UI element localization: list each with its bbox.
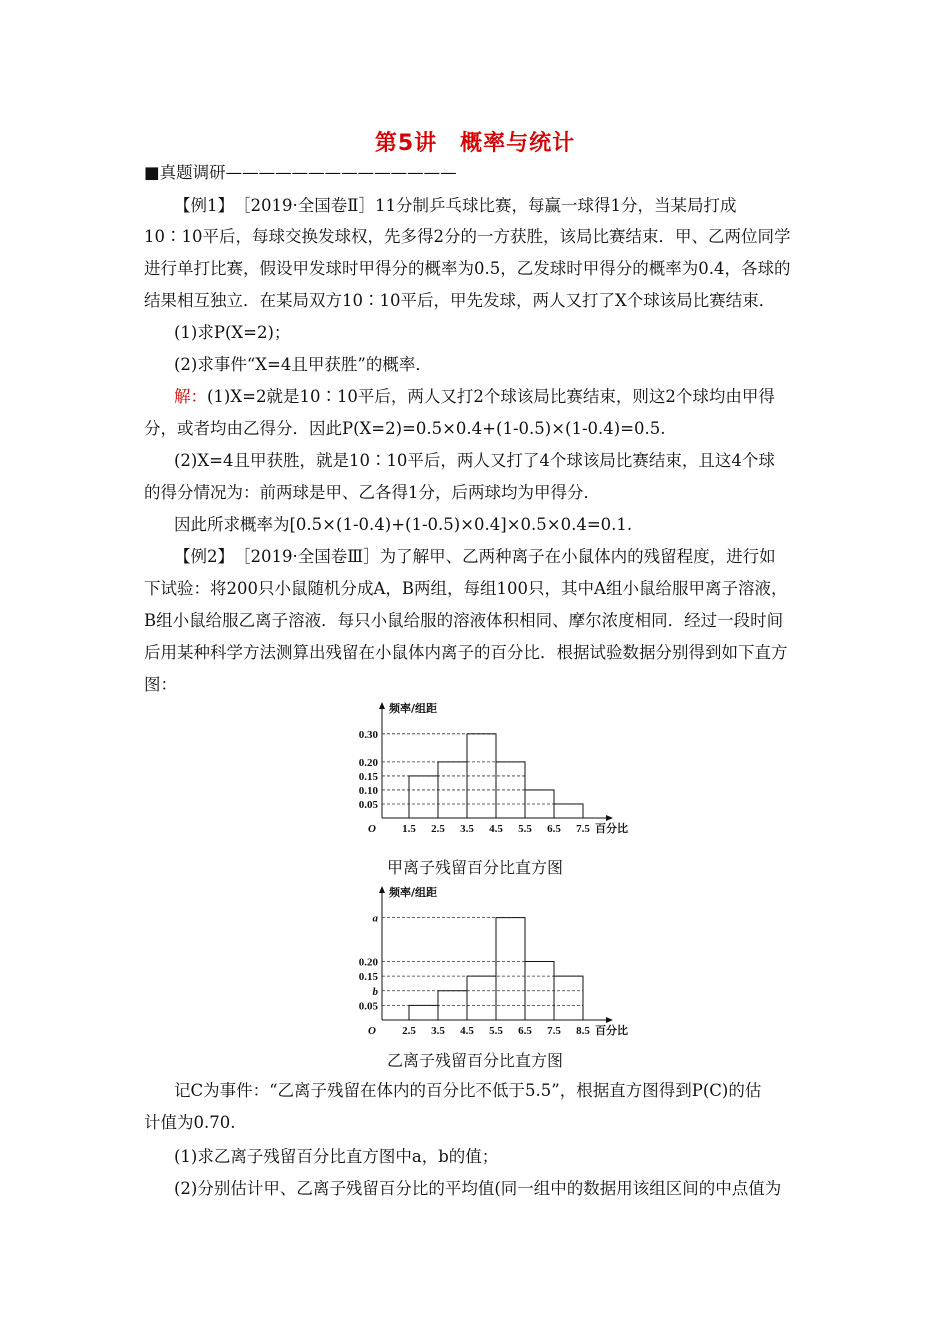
example2-question-1: (1)求乙离子残留百分比直方图中a，b的值； <box>174 1147 499 1166</box>
example1-label: 【例1】 <box>174 196 226 215</box>
x-tick-label: 8.5 <box>576 1025 590 1037</box>
x-tick-label: 4.5 <box>489 823 503 835</box>
x-tick-label: 4.5 <box>460 1025 474 1037</box>
x-tick-label: 7.5 <box>547 1025 561 1037</box>
x-tick-label: 7.5 <box>576 823 590 835</box>
histogram-bar <box>409 1005 438 1020</box>
example2-after-line-1: 记C为事件：“乙离子残留在体内的百分比不低于5.5”，根据直方图得到P(C)的估 <box>174 1081 762 1100</box>
x-tick-label: 5.5 <box>489 1025 503 1037</box>
y-tick-label: b <box>372 985 378 998</box>
y-tick-label: 0.15 <box>358 770 378 783</box>
y-tick-label: 0.20 <box>358 956 378 969</box>
y-tick-label: 0.05 <box>358 798 378 811</box>
example1-solution-line-3: (2)X=4且甲获胜，就是10∶10平后，两人又打了4个球该局比赛结束，且这4个球 <box>174 451 775 470</box>
histogram-bar <box>554 976 583 1020</box>
example1-question-1: (1)求P(X=2)； <box>174 323 291 342</box>
histogram-yi-caption: 乙离子残留百分比直方图 <box>386 1051 563 1070</box>
histogram-bar <box>467 734 496 818</box>
x-axis-arrow <box>606 1017 613 1023</box>
origin-label: O <box>368 1025 376 1037</box>
example2-line-4: 后用某种科学方法测算出残留在小鼠体内离子的百分比．根据试验数据分别得到如下直方 <box>144 643 788 662</box>
x-tick-label: 6.5 <box>518 1025 532 1037</box>
example2-after-line-2: 计值为0.70. <box>144 1113 236 1132</box>
histogram-jia-caption: 甲离子残留百分比直方图 <box>386 858 563 877</box>
origin-label: O <box>368 823 376 835</box>
solution-label: 解： <box>174 387 207 406</box>
histogram-yi <box>350 880 640 1040</box>
example1-line-1: 【例1】 ［2019·全国卷Ⅱ］11分制乒乓球比赛，每赢一球得1分，当某局打成 <box>174 196 737 215</box>
section-label: ■真题调研—————————————— <box>144 163 457 182</box>
x-tick-label: 3.5 <box>460 823 474 835</box>
x-axis-label: 百分比 <box>595 1024 628 1037</box>
y-tick-label: 0.20 <box>358 756 378 769</box>
histogram-bar <box>409 776 438 818</box>
histogram-bar <box>467 976 496 1020</box>
histogram-bar <box>496 918 525 1020</box>
example1-line-2: 10∶10平后，每球交换发球权，先多得2分的一方获胜，该局比赛结束．甲、乙两位同学 <box>144 227 791 246</box>
y-axis-label: 频率/组距 <box>389 886 438 899</box>
example1-line-4: 结果相互独立．在某局双方10∶10平后，甲先发球，两人又打了X个球该局比赛结束． <box>144 291 776 310</box>
example2-question-2: (2)分别估计甲、乙离子残留百分比的平均值(同一组中的数据用该组区间的中点值为 <box>174 1179 782 1198</box>
histogram-jia <box>350 696 640 846</box>
x-tick-label: 2.5 <box>402 1025 416 1037</box>
x-tick-label: 2.5 <box>431 823 445 835</box>
y-tick-label: 0.30 <box>358 728 378 741</box>
y-tick-label: a <box>372 912 378 925</box>
histogram-bar <box>554 804 583 818</box>
y-axis-label: 频率/组距 <box>389 702 438 715</box>
example2-label: 【例2】 <box>174 547 226 566</box>
y-tick-label: 0.05 <box>358 1000 378 1013</box>
y-tick-label: 0.10 <box>358 784 378 797</box>
example1-solution-line-1: 解：(1)X=2就是10∶10平后，两人又打2个球该局比赛结束，则这2个球均由甲得 <box>174 387 775 406</box>
example1-solution-line-4: 的得分情况为：前两球是甲、乙各得1分，后两球均为甲得分． <box>144 483 600 502</box>
example1-line-3: 进行单打比赛，假设甲发球时甲得分的概率为0.5，乙发球时甲得分的概率为0.4，各球的 <box>144 259 791 278</box>
example2-line-5: 图： <box>144 675 177 694</box>
example2-line-2: 下试验：将200只小鼠随机分成A，B两组，每组100只，其中A组小鼠给服甲离子溶液， <box>144 579 788 598</box>
page-title: 第5讲 概率与统计 <box>374 131 576 156</box>
histogram-bar <box>496 762 525 818</box>
y-tick-label: 0.15 <box>358 971 378 984</box>
x-tick-label: 3.5 <box>431 1025 445 1037</box>
example2-line-1: 【例2】 ［2019·全国卷Ⅲ］为了解甲、乙两种离子在小鼠体内的残留程度，进行如 <box>174 547 776 566</box>
x-axis-label: 百分比 <box>595 822 628 835</box>
x-axis-arrow <box>606 815 613 821</box>
x-tick-label: 1.5 <box>402 823 416 835</box>
example1-solution-line-5: 因此所求概率为[0.5×(1-0.4)+(1-0.5)×0.4]×0.5×0.4=0.1. <box>174 515 633 534</box>
y-axis-arrow <box>379 886 385 893</box>
example1-solution-line-2: 分，或者均由乙得分．因此P(X=2)=0.5×0.4+(1-0.5)×(1-0.4)=0.5. <box>144 419 666 438</box>
example2-line-3: B组小鼠给服乙离子溶液．每只小鼠给服的溶液体积相同、摩尔浓度相同．经过一段时间 <box>144 611 784 630</box>
example1-question-2: (2)求事件“X=4且甲获胜”的概率． <box>174 355 432 374</box>
x-tick-label: 5.5 <box>518 823 532 835</box>
x-tick-label: 6.5 <box>547 823 561 835</box>
y-axis-arrow <box>379 702 385 709</box>
